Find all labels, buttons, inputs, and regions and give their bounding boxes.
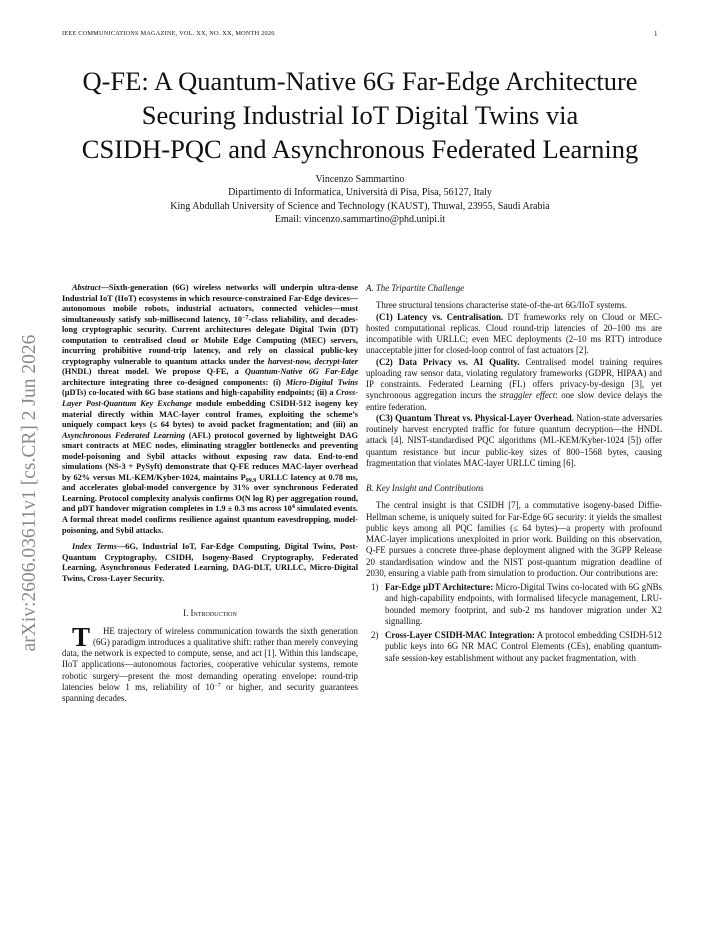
- paper-title: [40, 64, 680, 166]
- abstract: [62, 283, 358, 536]
- author-name: Vincenzo Sammartino: [315, 174, 405, 185]
- c2-label: (C2) Data Privacy vs. AI Quality.: [376, 356, 520, 367]
- abstract-text: simulated events. A formal threat model confirms resilience against quantum eavesdropping, model-poisoning, and Sybil attacks.: [62, 504, 358, 535]
- c1-text: DT frameworks rely on Cloud or MEC-hosted computational replicas. Cloud round-trip latencies of 20–100 ms are incompatible with URLLC; even MEC deployments (2–10 ms RTT) introduce unacceptable jitter for closed-loop control of fast actuators [2].: [366, 311, 662, 356]
- abstract-text: (AFL) protocol governed by lightweight DAG smart contracts at MEC nodes, eliminating straggler bottlenecks and preventing model-poisoning and Sybil attacks without exposing raw data. End-to-end simulations (NS-3 + PySyft) demonstrate that Q-FE reduces MAC-layer overhead by 62% versus ML-KEM/Kyber-1024, maintains P: [62, 430, 358, 482]
- c3-text: Nation-state adversaries routinely harvest encrypted traffic for future quantum decryption—the HNDL attack [4]. NIST-standardised PQC algorithms (ML-KEM/Kyber-1024 [5]) offer quantum resistance but incur public-key sizes of 800–1568 bytes, causing fragmentation that violates MAC-layer URLLC timing [6].: [366, 412, 662, 468]
- abstract-emphasis: harvest-now, decrypt-later: [267, 356, 358, 366]
- author-block: [40, 173, 680, 227]
- abstract-text: module embedding CSIDH-512 isogeny key material directly within MAC-layer control frames, exploiting the scheme’s uniquely compact keys (≤ 64 bytes) to avoid packet fragmentation; and (iii) an: [62, 399, 359, 430]
- contribution-text: A protocol embedding CSIDH-512 public keys into 6G NR MAC Control Elements (CEs), enabling quantum-safe session-key establishment without any packet fragmentation, with: [385, 630, 662, 663]
- intro-sup: −7: [214, 682, 221, 689]
- intro-text: trajectory of wireless communication towards the sixth generation (6G) paradigm introduces a qualitative shift: rather than merely conveying data, the network is expected to compute, sense, and act [1]. Within this landscape, IIoT applications—autonomous factories, cooperative vehicular systems, remote robotic surgery—present the most demanding operating envelope: round-trip latencies below 1 ms, reliability of 10: [62, 625, 358, 692]
- running-head: IEEE COMMUNICATIONS MAGAZINE, VOL. XX, NO. XX, MONTH 2026: [62, 30, 275, 37]
- affiliation-kaust: King Abdullah University of Science and Technology (KAUST), Thuwal, 23955, Saudi Arabia: [170, 200, 550, 212]
- arxiv-stamp: [10, 263, 50, 723]
- page-number: 1: [654, 30, 658, 38]
- c3-label: (C3) Quantum Threat vs. Physical-Layer Overhead.: [376, 412, 574, 423]
- right-column: [366, 283, 662, 667]
- subsection-heading-b: B. Key Insight and Contributions: [366, 483, 484, 493]
- abstract-emphasis: Asynchronous Federated Learning: [62, 430, 186, 440]
- abstract-text: (HNDL) threat model. We propose Q-FE, a: [62, 367, 245, 377]
- subsection-heading-a: A. The Tripartite Challenge: [366, 283, 465, 293]
- c1-label: (C1) Latency vs. Centralisation.: [376, 311, 504, 322]
- intro-lead: HE: [103, 625, 115, 636]
- abstract-text: —Sixth-generation (6G) wireless networks will underpin ultra-dense Industrial IoT (IIoT) ecosystems in which resource-constrained Far-Edge devices—autonomous mobile robots, industrial actuators, connected vehicles—must simultaneously satisfy sub-millisecond latency, 10: [62, 283, 358, 324]
- title-line-2: Securing Industrial IoT Digital Twins via: [141, 100, 579, 130]
- abstract-text: (µDTs) co-located with 6G base stations and high-capability endpoints; (ii) a: [62, 388, 336, 398]
- title-csidh: CSIDH: [81, 134, 162, 164]
- intro-paragraph: [62, 621, 358, 705]
- abstract-sub: 99.9: [245, 477, 257, 484]
- contribution-item: [366, 630, 662, 664]
- abstract-emphasis: Micro-Digital Twins: [285, 377, 359, 387]
- c2-emphasis: straggler effect: [499, 390, 556, 401]
- title-line-3: [40, 132, 680, 166]
- index-terms-label: Index Terms: [72, 542, 117, 552]
- intro-text-end: or higher, and security guarantees spanning decades.: [62, 681, 358, 704]
- contribution-item: [366, 582, 662, 627]
- section-heading-introduction: I. Introduction: [183, 608, 237, 619]
- index-terms-text: —6G, Industrial IoT, Far-Edge Computing, Digital Twins, Post-Quantum Cryptography, CSIDH, Isogeny-Based Cryptography, Federated Learning, Asynchronous Federated Learning, DAG-DLT, URLLC, Micro-Digital Twins, Cross-Layer Security.: [62, 542, 359, 583]
- abstract-text: -class reliability, and decades-long cryptographic security. Current architectures delegate Digital Twin (DT) computation to centralised cloud or Mobile Edge Computing (MEC) servers, incurring prohibitive round-trip latency, and rely on classical public-key cryptography vulnerable to quantum attacks under the: [62, 314, 359, 366]
- title-line-3-rest: -PQC and Asynchronous Federated Learning: [161, 134, 639, 164]
- contributions-list: [366, 582, 662, 664]
- abstract-sup: 4: [291, 504, 295, 511]
- contribution-text: Micro-Digital Twins co-located with 6G gNBs and high-capability endpoints, with formalised lifecycle management, LRU-bounded memory footprint, and sub-2 ms handover migration under X2 signalling.: [385, 582, 662, 626]
- paragraph-c3: [366, 413, 662, 469]
- contribution-number: 1): [371, 582, 379, 592]
- paragraph-tensions: Three structural tensions characterise state-of-the-art 6G/IIoT systems.: [376, 300, 627, 311]
- contribution-label: Cross-Layer CSIDH-MAC Integration:: [385, 630, 535, 640]
- c2-text-end: : one slow device delays the entire federation.: [366, 390, 662, 412]
- index-terms: [62, 542, 358, 584]
- abstract-emphasis: Quantum-Native 6G Far-Edge: [244, 367, 358, 377]
- contribution-label: Far-Edge µDT Architecture:: [385, 582, 494, 592]
- title-line-1: Q-FE: A Quantum-Native 6G Far-Edge Architecture: [82, 66, 638, 96]
- left-column: [62, 283, 358, 704]
- abstract-label: Abstract: [72, 283, 101, 292]
- paragraph-c1: [366, 312, 662, 357]
- abstract-text: URLLC latency at 0.78 ms, and accelerates global-model convergence by 31% over synchronous Federated Learning. Protocol complexity analysis confirms O(N log R) per aggregation round, and µDT handover migration completes in 1.9 ± 0.3 ms across 10: [62, 472, 358, 514]
- affiliation-pisa: Dipartimento di Informatica, Università di Pisa, Pisa, 56127, Italy: [228, 187, 492, 199]
- abstract-text: architecture integrating three co-designed components: (i): [62, 377, 286, 387]
- contribution-number: 2): [371, 630, 379, 640]
- paragraph-insight: The central insight is that CSIDH [7], a commutative isogeny-based Diffie-Hellman scheme, is uniquely suited for Far-Edge 6G security: it yields the smallest public keys among all PQC families (≤ 64 bytes)—a property with profound MAC-layer implications unexploited in prior work. Building on this observation, Q-FE pursues a concrete three-phase deployment aligned with the 3GPP Release 20 standardisation window and the NIST post-quantum migration deadline of 2030, ensuring a viable path from simulation to production. Our contributions are:: [366, 500, 662, 578]
- drop-cap: T: [72, 621, 91, 652]
- author-email: Email: vincenzo.sammartino@phd.unipi.it: [274, 214, 446, 226]
- arxiv-stamp-text: arXiv:2606.03611v1 [cs.CR] 2 Jun 2026: [19, 334, 40, 652]
- c2-text: Centralised model training requires uploading raw sensor data, violating regulatory frameworks (GDPR, HIPAA) and IP constraints. Federated Learning (FL) offers privacy-by-design [3], yet synchronous aggregation incurs the: [366, 356, 662, 401]
- paragraph-c2: [366, 357, 662, 413]
- abstract-sup: −7: [242, 314, 249, 321]
- abstract-emphasis: Cross-Layer Post-Quantum Key Exchange: [62, 388, 358, 409]
